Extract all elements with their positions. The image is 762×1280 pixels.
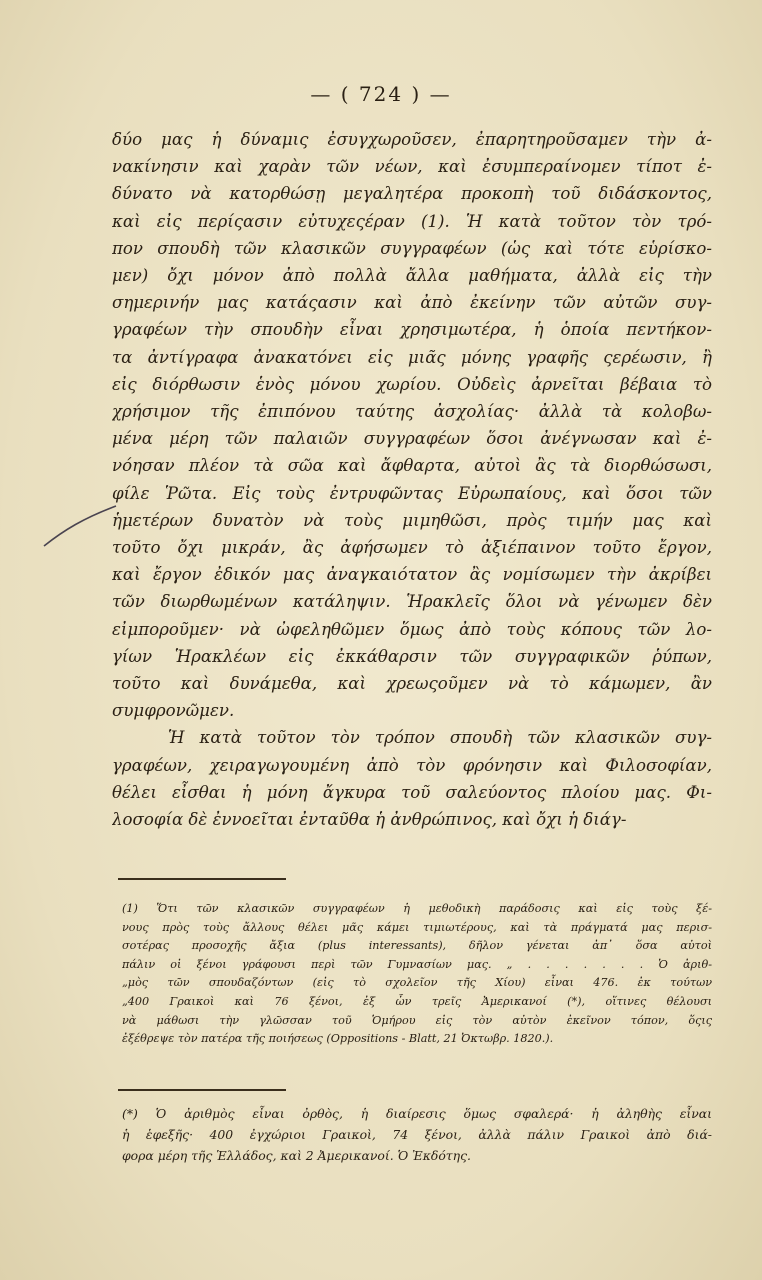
text-line: μένα μέρη τῶν παλαιῶν συγγραφέων ὅσοι ἀνέγνωσαν καὶ ἐ- [112,429,712,449]
footnote-line: νους πρὸς τοὺς ἄλλους θέλει μᾶς κάμει τιμιωτέρους, καὶ τὰ πράγματά μας περισ- [122,920,712,934]
text-line: δύνατο νὰ κατορθώσῃ μεγαλητέρα προκοπὴ τοῦ διδάσκοντος, [112,184,712,204]
text-line: θέλει εἶσθαι ἡ μόνη ἄγκυρα τοῦ σαλεύοντος πλοίου μας. Φι- [112,782,712,802]
footnote-line: πάλιν οἱ ξένοι γράφουσι περὶ τῶν Γυμνασίων μας. „ . . . . . . . Ὁ ἀριθ- [122,957,712,971]
text-line: μεν) ὄχι μόνον ἀπὸ πολλὰ ἄλλα μαθήματα, ἀλλὰ εἰς τὴν [112,266,712,286]
text-line: τα ἀντίγραφα ἀνακατόνει εἰς μιᾶς μόνης γραφῆς ςερέωσιν, ἢ [112,347,712,367]
text-line: γραφέων τὴν σπουδὴν εἶναι χρησιμωτέρα, ἡ ὁποία πεντήκον- [112,320,712,340]
text-line: δύο μας ἡ δύναμις ἐσυγχωροῦσεν, ἐπαρητηροῦσαμεν τὴν ἀ- [112,130,712,149]
footnote-line: „400 Γραικοὶ καὶ 76 ξένοι, ἐξ ὧν τρεῖς Ἀμερικανοί (*), οἵτινες θέλουσι [122,994,712,1008]
footnote-separator [118,878,286,880]
footnote-1 [122,900,712,1049]
text-line: ἡμετέρων δυνατὸν νὰ τοὺς μιμηθῶσι, πρὸς τιμήν μας καὶ [112,510,712,530]
text-line: εἰς διόρθωσιν ἑνὸς μόνου χωρίου. Οὐδεὶς ἀρνεῖται βέβαια τὸ [112,374,712,394]
footnote-line: ἐξέθρεψε τὸν πατέρα τῆς ποιήσεως (Oppositions - Blatt, 21 Ὀκτωβρ. 1820.). [122,1032,554,1046]
footnote-line: (*) Ὁ ἀριθμὸς εἶναι ὀρθὸς, ἡ διαίρεσις ὅμως σφαλερά· ἡ ἀληθὴς εἶναι [122,1106,712,1121]
text-line: καὶ εἰς περίςασιν εὐτυχεςέραν (1). Ἡ κατὰ τοῦτον τὸν τρό- [112,211,712,231]
text-line: πον σπουδὴ τῶν κλασικῶν συγγραφέων (ὡς καὶ τότε εὑρίσκο- [112,238,712,258]
page-number: — ( 724 ) — [310,82,452,106]
footnote-separator-2 [118,1089,286,1091]
footnote-line: „μὸς τῶν σπουδαζόντων (εἰς τὸ σχολεῖον τῆς Χίου) εἶναι 476. ἐκ τούτων [122,976,712,990]
margin-pen-stroke [40,500,120,550]
footnote-line: σοτέρας προσοχῆς ἄξια (plus interessants), δῆλον γένεται ἀπ᾿ ὅσα αὐτοὶ [122,939,712,953]
text-line: εἰμποροῦμεν· νὰ ὠφεληθῶμεν ὅμως ἀπὸ τοὺς κόπους τῶν λο- [112,619,712,639]
text-line: λοσοφία δὲ ἐννοεῖται ἐνταῦθα ἡ ἀνθρώπινος, καὶ ὄχι ἡ διάγ- [112,810,627,830]
text-line: φίλε Ῥῶτα. Εἰς τοὺς ἐντρυφῶντας Εὐρωπαίους, καὶ ὅσοι τῶν [112,483,712,503]
text-line: σημερινήν μας κατάςασιν καὶ ἀπὸ ἐκείνην τῶν αὐτῶν συγ- [112,293,712,313]
footnote-line: (1) Ὅτι τῶν κλασικῶν συγγραφέων ἡ μεθοδικὴ παράδοσις καὶ εἰς τοὺς ξέ- [122,902,712,915]
text-line: νακίνησιν καὶ χαρὰν τῶν νέων, καὶ ἐσυμπεραίνομεν τίποτ ἐ- [112,157,712,177]
footnote-line: φορα μέρη τῆς Ἑλλάδος, καὶ 2 Ἀμερικανοί. Ὁ Ἐκδότης. [122,1148,471,1163]
footnote-line: ἡ ἑφεξῆς· 400 ἐγχώριοι Γραικοὶ, 74 ξένοι, ἀλλὰ πάλιν Γραικοὶ ἀπὸ διά- [122,1127,712,1142]
text-line: τῶν διωρθωμένων κατάληψιν. Ἡρακλεῖς ὅλοι νὰ γένωμεν δὲν [112,592,712,612]
text-line: γίων Ἡρακλέων εἰς ἐκκάθαρσιν τῶν συγγραφικῶν ῥύπων, [112,646,712,666]
text-line: τοῦτο ὄχι μικράν, ἂς ἀφήσωμεν τὸ ἀξιέπαινον τοῦτο ἔργον, [112,538,712,558]
text-line: τοῦτο καὶ δυνάμεθα, καὶ χρεωςοῦμεν νὰ τὸ κάμωμεν, ἂν [112,674,712,694]
main-text [112,126,712,833]
text-line: χρήσιμον τῆς ἐπιπόνου ταύτης ἀσχολίας· ἀλλὰ τὰ κολοβω- [112,402,712,422]
text-line: γραφέων, χειραγωγουμένη ἀπὸ τὸν φρόνησιν καὶ Φιλοσοφίαν, [112,755,712,775]
footnote-editor [122,1103,712,1166]
text-line: νόησαν πλέον τὰ σῶα καὶ ἄφθαρτα, αὐτοὶ ἂς τὰ διορθώσωσι, [112,456,712,476]
text-line: Ἡ κατὰ τοῦτον τὸν τρόπον σπουδὴ τῶν κλασικῶν συγ- [168,728,712,748]
footnote-line: νὰ μάθωσι τὴν γλῶσσαν τοῦ Ὁμήρου εἰς τὸν αὐτὸν ἐκεῖνον τόπον, ὅςις [122,1013,712,1027]
text-line: συμφρονῶμεν. [112,701,235,721]
text-line: καὶ ἔργον ἐδικόν μας ἀναγκαιότατον ἂς νομίσωμεν τὴν ἀκρίβει [112,565,712,585]
